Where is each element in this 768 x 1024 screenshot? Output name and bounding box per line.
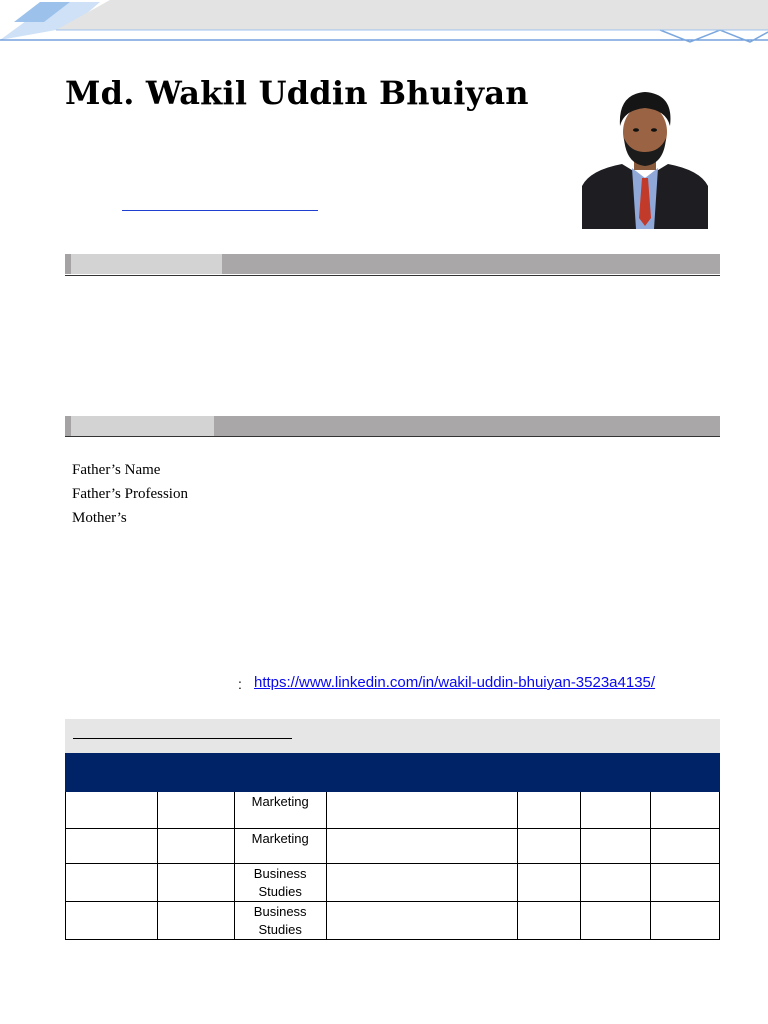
table-cell bbox=[66, 864, 158, 902]
table-cell bbox=[581, 902, 651, 940]
table-row bbox=[66, 792, 720, 829]
section-divider-2 bbox=[65, 436, 720, 437]
table-cell bbox=[326, 792, 518, 829]
table-cell bbox=[581, 864, 651, 902]
table-cell bbox=[66, 792, 158, 829]
table-cell bbox=[66, 902, 158, 940]
family-info-block bbox=[72, 458, 188, 530]
fathers-name-label: Father’s Name bbox=[72, 462, 161, 478]
table-row bbox=[66, 864, 720, 902]
table-cell bbox=[326, 902, 518, 940]
table-header-cell bbox=[651, 754, 720, 792]
table-cell-subject: Business Studies bbox=[234, 902, 326, 940]
table-row bbox=[66, 829, 720, 864]
mothers-label: Mother’s bbox=[72, 510, 127, 526]
education-section-header bbox=[65, 719, 720, 753]
table-header-cell bbox=[234, 754, 326, 792]
section-divider-1 bbox=[65, 275, 720, 276]
linkedin-link[interactable]: https://www.linkedin.com/in/wakil-uddin-bhuiyan-3523a4135/ bbox=[254, 674, 656, 691]
email-link-underline[interactable] bbox=[122, 196, 318, 211]
section-header-bar-1 bbox=[65, 254, 720, 274]
section-header-bar-2 bbox=[65, 416, 720, 436]
education-title-underline bbox=[73, 738, 292, 739]
table-cell bbox=[518, 829, 581, 864]
table-cell bbox=[157, 829, 234, 864]
candidate-name: Md. Wakil Uddin Bhuiyan bbox=[65, 74, 529, 112]
table-cell bbox=[651, 864, 720, 902]
table-cell-subject: Business Studies bbox=[234, 864, 326, 902]
table-cell-subject: Marketing bbox=[234, 829, 326, 864]
table-cell bbox=[157, 792, 234, 829]
top-banner bbox=[0, 0, 768, 48]
table-cell bbox=[157, 902, 234, 940]
table-header-cell bbox=[326, 754, 518, 792]
table-header-cell bbox=[518, 754, 581, 792]
table-cell-subject: Marketing bbox=[234, 792, 326, 829]
table-cell bbox=[66, 829, 158, 864]
table-cell bbox=[326, 829, 518, 864]
table-cell bbox=[326, 864, 518, 902]
fathers-profession-label: Father’s Profession bbox=[72, 486, 188, 502]
table-row bbox=[66, 902, 720, 940]
table-cell bbox=[651, 792, 720, 829]
table-cell bbox=[651, 829, 720, 864]
table-header-cell bbox=[157, 754, 234, 792]
profile-photo bbox=[582, 86, 708, 229]
table-header-cell bbox=[581, 754, 651, 792]
table-header-cell bbox=[66, 754, 158, 792]
table-cell bbox=[518, 902, 581, 940]
table-cell bbox=[581, 792, 651, 829]
table-cell bbox=[157, 864, 234, 902]
table-cell bbox=[518, 792, 581, 829]
table-cell bbox=[581, 829, 651, 864]
linkedin-colon: : bbox=[238, 676, 242, 692]
education-table bbox=[65, 753, 720, 940]
education-table-header-row bbox=[66, 754, 720, 792]
table-cell bbox=[518, 864, 581, 902]
table-cell bbox=[651, 902, 720, 940]
